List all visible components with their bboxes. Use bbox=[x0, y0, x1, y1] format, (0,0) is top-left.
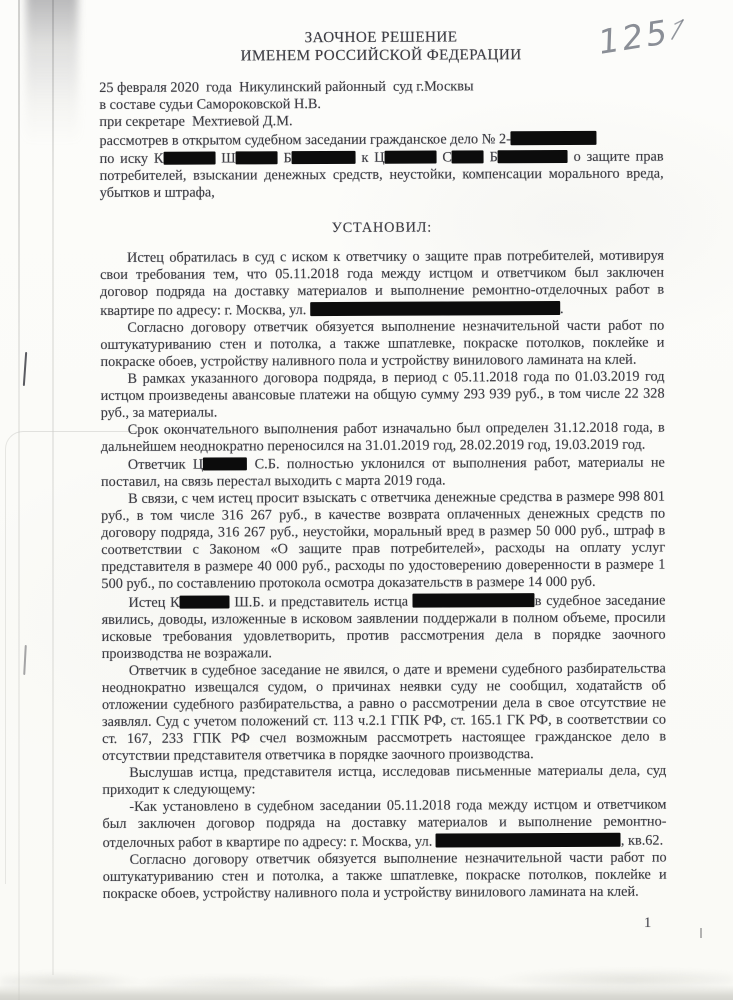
text-run: -Как установлено в судебном заседании 05.11.2018 года между истцом и ответчиком был заключен договор подряда на доставку материалов и выполнение ремонтно-отделочных работ в квартире по адресу: г. Москва, ул. bbox=[102, 796, 667, 851]
handwritten-tick-mark bbox=[668, 18, 686, 42]
text-run: Ш.Б. и представитель истца bbox=[229, 593, 413, 611]
text-run: Срок окончательного выполнения работ изначально был определен 31.12.2018 года, в дальнейшем неоднократно переносился на 31.01.2019 год, 28.02.2019 год, 19.03.2019 год. bbox=[100, 419, 665, 455]
intro-line bbox=[99, 129, 663, 150]
text-run: Ответчик Ц bbox=[127, 456, 204, 473]
text-run: , кв.62. bbox=[620, 832, 664, 849]
text-run: к Ц bbox=[355, 149, 385, 166]
text-run: В рамках указанного договора подряда, в период с 05.11.2018 года по 01.03.2019 год истцом произведены авансовые платежи на общую сумму 293 939 руб., в том числе 22 328 руб., за материалы. bbox=[100, 368, 665, 421]
text-run: 25 февраля 2020 года Никулинский районный суд г.Москвы bbox=[99, 78, 474, 96]
redaction-bar bbox=[180, 595, 230, 608]
section-heading-ustanovil: УСТАНОВИЛ: bbox=[331, 219, 432, 236]
redaction-bar bbox=[163, 151, 215, 164]
scan-smudges-bottom bbox=[0, 950, 733, 990]
redaction-bar bbox=[203, 457, 247, 470]
redaction-bar bbox=[511, 131, 597, 145]
redaction-bar bbox=[498, 150, 568, 163]
paragraph bbox=[101, 489, 665, 593]
text-run: в судебное заседание явились, доводы, изложенные в исковом заявлении поддержали в полном объеме, просили исковые требования удовлетворить, против рассмотрения дела в порядке заочного производства не возражали. bbox=[101, 592, 666, 662]
redaction-bar bbox=[384, 151, 436, 164]
redaction-bar bbox=[452, 150, 484, 163]
redaction-bar bbox=[310, 301, 560, 316]
redaction-bar bbox=[413, 593, 535, 608]
paragraph bbox=[101, 591, 665, 663]
scan-tick-mark bbox=[700, 928, 702, 938]
text-run: Ответчик в судебное заседание не явился, о дате и времени судебного разбирательства неоднократно извещался судом, о причинах неявки суду не сообщил, ходатайств об отложении судебного разбирательства, а равно о рассмотрении дела в свое отсутствие не заявлял. Суд с учетом положений ст. 113 ч.2.1 ГПК РФ, ст. 165.1 ГК РФ, в соответствии со ст. 167, 233 ГПК РФ счел возможным рассмотреть настоящее гражданское дело в отсутствии представителя ответчика в порядке заочного производства. bbox=[101, 660, 667, 764]
text-run: С bbox=[436, 149, 452, 166]
scan-smudge-top-left bbox=[26, 0, 78, 142]
handwritten-page-number: 125 bbox=[595, 12, 673, 62]
decision-body-text bbox=[100, 248, 667, 903]
redaction-bar bbox=[436, 833, 621, 848]
text-run: Согласно договору ответчик обязуется выполнение незначительной части работ по оштукатуриванию стен и потолка, а также шпатлевке, покраске потолков, поклейке и покраске обоев, устройству наливного пола и устройству винилового ламината на клей. bbox=[102, 849, 667, 902]
paragraph bbox=[102, 797, 666, 852]
document-title-line1: ЗАОЧНОЕ РЕШЕНИЕ bbox=[304, 28, 458, 47]
paragraph bbox=[101, 420, 665, 456]
paragraph bbox=[101, 454, 665, 491]
paragraph bbox=[102, 661, 666, 765]
paragraph bbox=[100, 248, 664, 320]
text-run: С.Б. полностью уклонился от выполнения работ, материалы не поставил, на связь перестал выходить с марта 2019 года. bbox=[100, 454, 665, 490]
paragraph bbox=[100, 318, 664, 371]
redaction-bar bbox=[236, 151, 278, 164]
text-run: рассмотрев в открытом судебном заседании гражданское дело № 2- bbox=[99, 131, 511, 149]
paragraph bbox=[103, 850, 667, 903]
text-run: Б bbox=[277, 150, 292, 167]
paragraph bbox=[102, 763, 666, 799]
text-run: Б bbox=[483, 149, 498, 166]
document-title-line2: ИМЕНЕМ РОССИЙСКОЙ ФЕДЕРАЦИИ bbox=[240, 45, 522, 64]
text-run: Истец К bbox=[128, 594, 180, 611]
case-intro-block bbox=[99, 78, 664, 202]
paragraph bbox=[100, 369, 664, 422]
text-run: В связи, с чем истец просит взыскать с ответчика денежные средства в размере 998 801 руб., в том числе 316 267 руб., в качестве возврата оплаченных денежных средств по договору подряда, 316 267 руб., неустойки, моральный вред в размер 50 000 руб., штраф в соответствии с Законом «О защите прав потребителей», расходы на оплату услуг представителя в размере 40 000 руб., расходы по удостоверению доверенности в размере 1 500 руб., по составлению протокола осмотра доказательств в размере 14 000 руб. bbox=[101, 488, 666, 592]
text-run: Выслушав истца, представителя истца, исследовав письменные материалы дела, суд приходит к следующему: bbox=[102, 762, 667, 798]
scan-bottom-shadow bbox=[0, 985, 733, 1000]
text-run: . bbox=[559, 300, 564, 317]
text-run: при секретаре Мехтиевой Д.М. bbox=[99, 113, 293, 130]
page-number: 1 bbox=[644, 915, 652, 931]
text-run: о защите прав потребителей, взыскании денежных средств, неустойки, компенсации морального вреда, убытков и штрафа, bbox=[99, 148, 664, 201]
text-run: в составе судьи Самороковской Н.В. bbox=[99, 96, 322, 113]
court-decision-document bbox=[99, 28, 667, 903]
intro-line bbox=[100, 148, 664, 202]
text-run: Согласно договору ответчик обязуется выполнение незначительной части работ по оштукатуриванию стен и потолка, а также шпатлевке, покраске потолков, поклейке и покраске обоев, устройству наливного пола и устройству винилового ламината на клей. bbox=[100, 317, 665, 370]
text-run: Истец обратилась в суд с иском к ответчику о защите прав потребителей, мотивируя свои требования тем, что 05.11.2018 года между истцом и ответчиком был заключен договор подряда на доставку материалов и выполнение ремонтно-отделочных работ в квартире по адресу: г. Москва, ул. bbox=[100, 247, 665, 319]
text-run: по иску К bbox=[99, 150, 164, 167]
redaction-bar bbox=[292, 151, 356, 164]
ink-mark bbox=[23, 352, 27, 386]
text-run: Ш bbox=[215, 150, 236, 167]
